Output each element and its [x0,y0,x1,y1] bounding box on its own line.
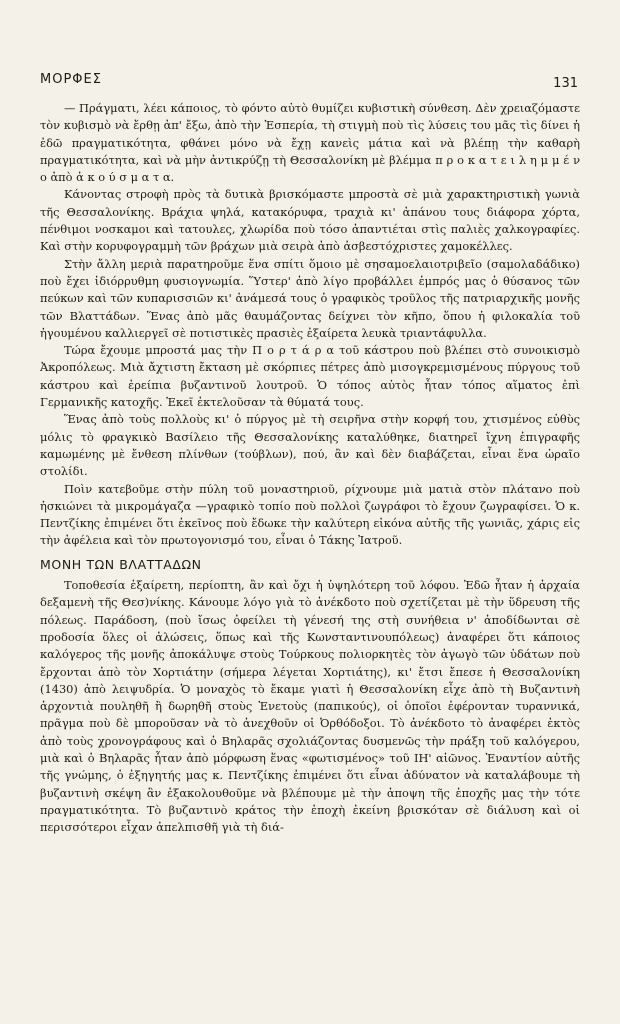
section-heading: ΜΟΝΗ ΤΩΝ ΒΛΑΤΤΑΔΩΝ [40,556,202,572]
paragraph: Στὴν ἄλλη μεριὰ παρατηροῦμε ἕνα σπίτι ὅμοιο μὲ σησαμοελαιοτριβεῖο (σαμολαδάδικο) ποὺ ἔχει ἰδιόρρυθμη φυσιογνωμία. Ὕστερ' ἀπὸ λίγο προβάλλει ἐμπρός μας ὁ θύσανος τῶν πεύκων καὶ τῶν κυπαρισσιῶν κι' ἀνάμεσά τους ὁ γραφικὸς τροῦλος τῆς πατριαρχικῆς μονῆς τῶν Βλαττάδων. Ἕνας ἀπὸ μᾶς θαυμάζοντας δείχνει τὸν κῆπο, ὅπου ἡ φιλοκαλία τοῦ ἡγουμένου καλλιεργεῖ σὲ ποτιστικὲς πρασιὲς ἐξαίρετα λευκὰ τριαντάφυλλα. [40,256,580,340]
paragraph: Τώρα ἔχουμε μπροστά μας τὴν Π ο ρ τ ά ρ α τοῦ κάστρου ποὺ βλέπει στὸ συνοικισμὸ Ἀκροπόλεως. Μιὰ ἄχτιστη ἔκταση μὲ σκόρπιες πέτρες ἀπὸ μισογκρεμισμένους πύργους τοῦ κάστρου καὶ ἐρείπια βυζαντινοῦ λουτροῦ. Ὁ τόπος αὐτὸς ἦταν τόπος αἵματος ἐπὶ Γερμανικῆς κατοχῆς. Ἐκεῖ ἐκτελοῦσαν τὰ θύματά τους. [40,343,580,410]
running-head: ΜΟΡΦΕΣ [40,72,102,87]
paragraph: Κάνοντας στροφὴ πρὸς τὰ δυτικὰ βρισκόμαστε μπροστὰ σὲ μιὰ χαρακτηριστικὴ γωνιὰ τῆς Θεσσαλονίκης. Βράχια ψηλά, κατακόρυφα, τραχιὰ κι' ἀπάνου τους διάφορα χόρτα, πένθιμοι νοσκαμοι καὶ τατουλες, χλωρίδα ποὺ τόσο ἀπαντιέται στὶς παλιὲς χαλκογραφίες. Καὶ στὴν κορυφογραμμὴ τῶν βράχων μιὰ σειρὰ ἀπὸ ἀσβεστόχριστες χαμοκέλλες. [40,187,580,254]
body-text [40,100,580,836]
paragraph: Ποὶν κατεβοῦμε στὴν πύλη τοῦ μοναστηριοῦ, ρίχνουμε μιὰ ματιὰ στὸν πλάτανο ποὺ ἠσκιώνει τὰ μικρομάγαζα —γραφικὸ τοπίο ποὺ πολλοὶ ζωγράφοι τὸ ἔχουν ζωγραφίσει. Ὁ κ. Πεντζίκης ἐπιμένει ὅτι ἐκεῖνος ποὺ ἔδωκε τὴν καλύτερη εἰκόνα αὐτῆς τῆς γωνιᾶς, χάρις εἰς τὴν ἀφέλεια καὶ τὸν πρωτογονισμό του, εἶναι ὁ Τάκης Ἰατροῦ. [40,481,580,548]
paragraph: Ἕνας ἀπὸ τοὺς πολλοὺς κι' ὁ πύργος μὲ τὴ σειρῆνα στὴν κορφή του, χτισμένος εὐθὺς μόλις τὸ φραγκικὸ Βασίλειο τῆς Θεσσαλονίκης καταλύθηκε, διατηρεῖ ἴχνη ἐπιγραφῆς καμωμένης μὲ ἔνθεση πλίνθων (τούβλων), πού, ἂν καὶ δὲν διαβάζεται, εἶναι ἕνα ὡραῖο στολίδι. [40,412,580,479]
paragraph: Τοποθεσία ἐξαίρετη, περίοπτη, ἂν καὶ ὄχι ἡ ὑψηλότερη τοῦ λόφου. Ἐδῶ ἦταν ἡ ἀρχαία δεξαμενὴ τῆς Θεσ)νίκης. Κάνουμε λόγο γιὰ τὸ ἀνέκδοτο ποὺ σχετίζεται μὲ τὴν ὕδρευση τῆς πόλεως. Παράδοση, (ποὺ ἴσως ὀφείλει τὴ γένεσή της στὴ συνήθεια ν' ἀποδίδωνται σὲ προδοσία ὅλες οἱ ἁλώσεις, ὅπως καὶ τῆς Κωνσταντινουπόλεως) ἀναφέρει ὅτι κάποιος καλόγερος τῆς μονῆς ἀποκάλυψε στοὺς Τούρκους πολιορκητὲς τὸν ἀγωγὸ τῶν ὑδάτων ποὺ ἔρχονται ἀπὸ τὸν Χορτιάτην (σήμερα λέγεται Χορτιάτης), κι' ἔτσι ἔπεσε ἡ Θεσσαλονίκη (1430) ἀπὸ λειψυδρία. Ὁ μοναχὸς τὸ ἔκαμε γιατὶ ἡ Θεσσαλονίκη εἶχε ἀπὸ τὴ Βυζαντινὴ ἀρχοντιὰ πουληθῆ ἢ δωρηθῆ στοὺς Ἑνετοὺς (παπικούς), οἱ ὁποῖοι ἐφέρονταν τυραννικά, πρᾶγμα ποὺ δὲ μποροῦσαν νὰ τὸ ἀνεχθοῦν οἱ Ὀρθόδοξοι. Τὸ ἀνέκδοτο τὸ ἀναφέρει ἐκτὸς ἀπὸ τοὺς χρονογράφους καὶ ὁ Βηλαρᾶς σχολιάζοντας δυσμενῶς τὴν πράξη τοῦ καλόγερου, μιὰ καὶ ὁ Βηλαρᾶς ἦταν ἀπὸ μόρφωση ἕνας «φωτισμένος» τοῦ ΙΗ' αἰῶνος. Ἐναντίον αὐτῆς τῆς γνώμης, ὁ ἐξηγητής μας κ. Πεντζίκης ἐπιμένει ὅτι εἶναι ἀδύνατον νὰ καταλάβουμε τὴ βυζαντινὴ σκέψη ἂν ἐξακολουθοῦμε νὰ βλέπουμε μὲ τὴν ἀποψη τῆς ἐποχῆς μας τὴν τότε πραγματικότητα. Τὸ βυζαντινὸ κράτος τὴν ἐποχὴ ἐκείνη βρισκόταν σὲ διάλυση καὶ οἱ περισσότεροι εἶχαν ἀπελπισθῆ γιὰ τὴ διά- [40,578,580,835]
paragraph: — Πράγματι, λέει κάποιος, τὸ φόντο αὐτὸ θυμίζει κυβιστικὴ σύνθεση. Δὲν χρειαζόμαστε τὸν κυβισμὸ νὰ ἔρθῃ ἀπ' ἔξω, ἀπὸ τὴν Ἑσπερία, τὴ στιγμὴ ποὺ τὶς λύσεις του μᾶς τὶς δίνει ἡ ἐδῶ πραγματικότητα, φθάνει μόνο νὰ ἔχῃ κανεὶς μάτια καὶ νὰ βλέπῃ τὴν καθαρὴ πραγματικότητα, καὶ νὰ μὴν ἀντικρύζῃ τὴ Θεσσαλονίκη μὲ βλέμμα π ρ ο κ α τ ε ι λ η μ μ έ ν ο ἀπὸ ἀ κ ο ύ σ μ α τ α. [40,101,580,185]
page-number: 131 [553,76,578,91]
